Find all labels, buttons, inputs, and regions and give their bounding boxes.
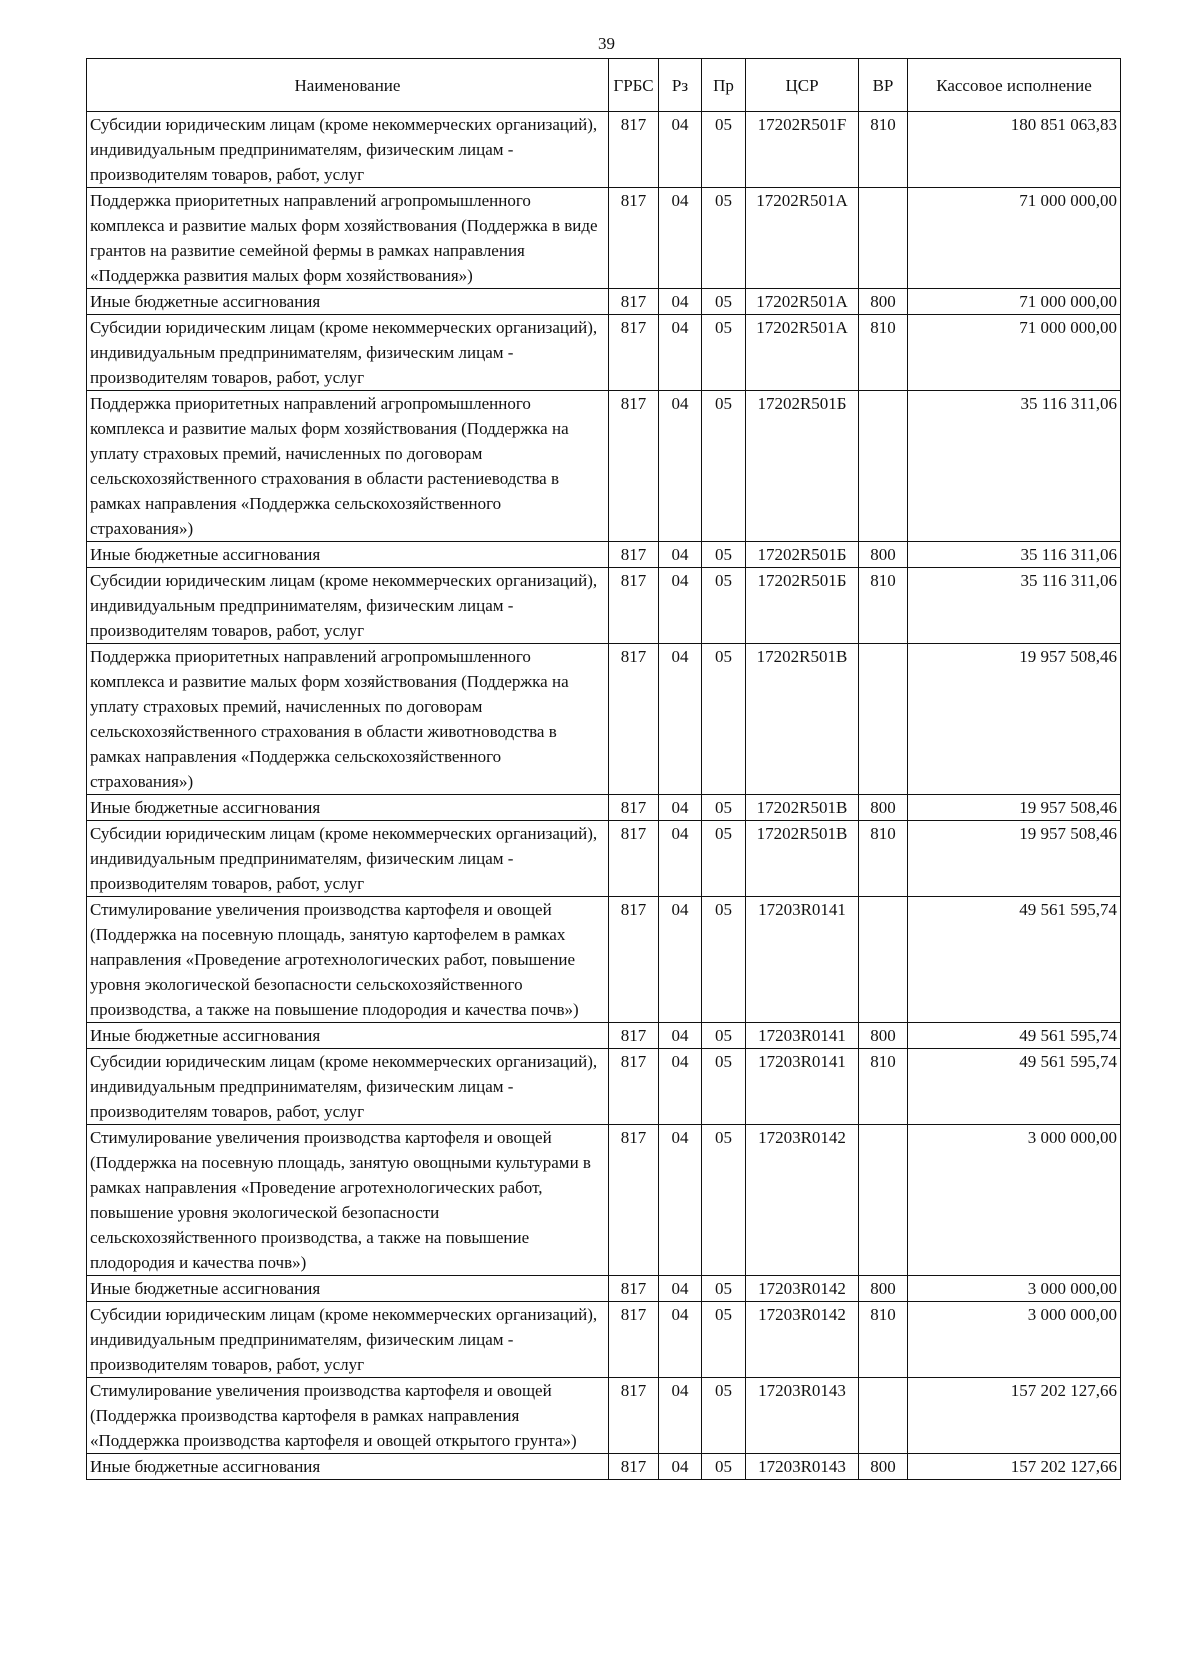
cell-csr: 17202R501В [746, 821, 859, 897]
cell-rz: 04 [659, 188, 702, 289]
cell-name: Поддержка приоритетных направлений агропромышленного комплекса и развитие малых форм хозяйствования (Поддержка в виде грантов на развитие семейной фермы в рамках направления «Поддержка развития малых форм хозяйствования») [87, 188, 609, 289]
cell-grbs: 817 [609, 1125, 659, 1276]
cell-pr: 05 [702, 1125, 746, 1276]
table-row [87, 289, 1121, 315]
cell-grbs: 817 [609, 1454, 659, 1480]
table-row [87, 542, 1121, 568]
cell-csr: 17202R501A [746, 188, 859, 289]
cell-vr [859, 391, 908, 542]
cell-grbs: 817 [609, 1049, 659, 1125]
cell-csr: 17202R501A [746, 315, 859, 391]
cell-name: Поддержка приоритетных направлений агропромышленного комплекса и развитие малых форм хозяйствования (Поддержка на уплату страховых премий, начисленных по договорам сельскохозяйственного страхования в области растениеводства в рамках направления «Поддержка сельскохозяйственного страхования») [87, 391, 609, 542]
cell-csr: 17203R0141 [746, 897, 859, 1023]
cell-amount: 19 957 508,46 [908, 644, 1121, 795]
cell-csr: 17202R501В [746, 644, 859, 795]
header-vr: ВР [859, 59, 908, 112]
cell-amount: 71 000 000,00 [908, 289, 1121, 315]
cell-vr: 800 [859, 1276, 908, 1302]
cell-vr [859, 188, 908, 289]
cell-csr: 17203R0141 [746, 1049, 859, 1125]
cell-pr: 05 [702, 1049, 746, 1125]
cell-csr: 17202R501В [746, 795, 859, 821]
cell-grbs: 817 [609, 1276, 659, 1302]
cell-csr: 17203R0143 [746, 1378, 859, 1454]
table-row [87, 1125, 1121, 1276]
cell-rz: 04 [659, 1454, 702, 1480]
header-pr: Пр [702, 59, 746, 112]
budget-table [86, 58, 1121, 1480]
cell-name: Субсидии юридическим лицам (кроме некоммерческих организаций), индивидуальным предпринимателям, физическим лицам - производителям товаров, работ, услуг [87, 568, 609, 644]
cell-rz: 04 [659, 289, 702, 315]
cell-csr: 17203R0142 [746, 1125, 859, 1276]
cell-amount: 3 000 000,00 [908, 1276, 1121, 1302]
cell-vr: 800 [859, 795, 908, 821]
cell-amount: 157 202 127,66 [908, 1378, 1121, 1454]
cell-grbs: 817 [609, 568, 659, 644]
cell-grbs: 817 [609, 188, 659, 289]
table-row [87, 1276, 1121, 1302]
cell-csr: 17202R501Б [746, 568, 859, 644]
cell-name: Стимулирование увеличения производства картофеля и овощей (Поддержка на посевную площадь, занятую картофелем в рамках направления «Проведение агротехнологических работ, повышение уровня экологической безопасности сельскохозяйственного производства, а также на повышение плодородия и качества почв») [87, 897, 609, 1023]
cell-amount: 35 116 311,06 [908, 391, 1121, 542]
cell-vr [859, 1378, 908, 1454]
cell-name: Субсидии юридическим лицам (кроме некоммерческих организаций), индивидуальным предпринимателям, физическим лицам - производителям товаров, работ, услуг [87, 315, 609, 391]
cell-amount: 49 561 595,74 [908, 897, 1121, 1023]
cell-amount: 180 851 063,83 [908, 112, 1121, 188]
cell-rz: 04 [659, 795, 702, 821]
cell-name: Иные бюджетные ассигнования [87, 1454, 609, 1480]
cell-rz: 04 [659, 1023, 702, 1049]
cell-rz: 04 [659, 1302, 702, 1378]
header-csr: ЦСР [746, 59, 859, 112]
cell-vr: 810 [859, 315, 908, 391]
cell-rz: 04 [659, 897, 702, 1023]
cell-grbs: 817 [609, 315, 659, 391]
cell-grbs: 817 [609, 391, 659, 542]
table-row [87, 821, 1121, 897]
cell-rz: 04 [659, 1276, 702, 1302]
table-row [87, 795, 1121, 821]
page-number: 39 [598, 34, 615, 53]
cell-name: Стимулирование увеличения производства картофеля и овощей (Поддержка производства картофеля в рамках направления «Поддержка производства картофеля и овощей открытого грунта») [87, 1378, 609, 1454]
cell-name: Стимулирование увеличения производства картофеля и овощей (Поддержка на посевную площадь, занятую овощными культурами в рамках направления «Проведение агротехнологических работ, повышение уровня экологической безопасности сельскохозяйственного производства, а также на повышение плодородия и качества почв») [87, 1125, 609, 1276]
cell-pr: 05 [702, 315, 746, 391]
cell-csr: 17202R501F [746, 112, 859, 188]
cell-name: Иные бюджетные ассигнования [87, 1276, 609, 1302]
cell-grbs: 817 [609, 1023, 659, 1049]
cell-pr: 05 [702, 1302, 746, 1378]
table-body [87, 112, 1121, 1480]
cell-pr: 05 [702, 795, 746, 821]
header-rz: Рз [659, 59, 702, 112]
cell-rz: 04 [659, 1378, 702, 1454]
cell-vr: 800 [859, 1023, 908, 1049]
cell-grbs: 817 [609, 795, 659, 821]
header-name: Наименование [87, 59, 609, 112]
cell-vr: 810 [859, 1049, 908, 1125]
cell-pr: 05 [702, 568, 746, 644]
cell-name: Иные бюджетные ассигнования [87, 1023, 609, 1049]
cell-csr: 17203R0141 [746, 1023, 859, 1049]
cell-csr: 17202R501A [746, 289, 859, 315]
cell-rz: 04 [659, 112, 702, 188]
cell-vr [859, 897, 908, 1023]
table-row [87, 1049, 1121, 1125]
cell-vr: 810 [859, 821, 908, 897]
cell-grbs: 817 [609, 112, 659, 188]
cell-grbs: 817 [609, 289, 659, 315]
table-row [87, 1454, 1121, 1480]
table-row [87, 112, 1121, 188]
cell-pr: 05 [702, 112, 746, 188]
cell-name: Иные бюджетные ассигнования [87, 289, 609, 315]
cell-vr: 810 [859, 1302, 908, 1378]
cell-name: Иные бюджетные ассигнования [87, 795, 609, 821]
cell-name: Субсидии юридическим лицам (кроме некоммерческих организаций), индивидуальным предпринимателям, физическим лицам - производителям товаров, работ, услуг [87, 1302, 609, 1378]
table-row [87, 897, 1121, 1023]
header-row [87, 59, 1121, 112]
cell-rz: 04 [659, 391, 702, 542]
header-amount: Кассовое исполнение [908, 59, 1121, 112]
table-row [87, 568, 1121, 644]
cell-amount: 49 561 595,74 [908, 1023, 1121, 1049]
table-row [87, 1302, 1121, 1378]
cell-grbs: 817 [609, 1302, 659, 1378]
cell-rz: 04 [659, 1125, 702, 1276]
cell-grbs: 817 [609, 644, 659, 795]
cell-vr: 810 [859, 568, 908, 644]
cell-pr: 05 [702, 1276, 746, 1302]
cell-rz: 04 [659, 542, 702, 568]
cell-pr: 05 [702, 188, 746, 289]
cell-rz: 04 [659, 821, 702, 897]
table-row [87, 391, 1121, 542]
cell-amount: 3 000 000,00 [908, 1125, 1121, 1276]
cell-amount: 35 116 311,06 [908, 542, 1121, 568]
cell-csr: 17202R501Б [746, 542, 859, 568]
cell-amount: 3 000 000,00 [908, 1302, 1121, 1378]
cell-name: Субсидии юридическим лицам (кроме некоммерческих организаций), индивидуальным предпринимателям, физическим лицам - производителям товаров, работ, услуг [87, 112, 609, 188]
cell-grbs: 817 [609, 897, 659, 1023]
cell-amount: 35 116 311,06 [908, 568, 1121, 644]
cell-csr: 17203R0142 [746, 1276, 859, 1302]
cell-csr: 17203R0142 [746, 1302, 859, 1378]
cell-pr: 05 [702, 1378, 746, 1454]
cell-pr: 05 [702, 644, 746, 795]
cell-csr: 17203R0143 [746, 1454, 859, 1480]
cell-amount: 71 000 000,00 [908, 188, 1121, 289]
cell-rz: 04 [659, 568, 702, 644]
cell-grbs: 817 [609, 542, 659, 568]
cell-pr: 05 [702, 289, 746, 315]
cell-name: Поддержка приоритетных направлений агропромышленного комплекса и развитие малых форм хозяйствования (Поддержка на уплату страховых премий, начисленных по договорам сельскохозяйственного страхования в области животноводства в рамках направления «Поддержка сельскохозяйственного страхования») [87, 644, 609, 795]
cell-pr: 05 [702, 542, 746, 568]
cell-pr: 05 [702, 391, 746, 542]
cell-grbs: 817 [609, 821, 659, 897]
table-row [87, 1023, 1121, 1049]
cell-vr: 800 [859, 289, 908, 315]
cell-grbs: 817 [609, 1378, 659, 1454]
cell-amount: 19 957 508,46 [908, 795, 1121, 821]
cell-rz: 04 [659, 644, 702, 795]
cell-rz: 04 [659, 1049, 702, 1125]
cell-amount: 157 202 127,66 [908, 1454, 1121, 1480]
header-grbs: ГРБС [609, 59, 659, 112]
cell-amount: 71 000 000,00 [908, 315, 1121, 391]
table-row [87, 315, 1121, 391]
cell-vr: 800 [859, 1454, 908, 1480]
cell-name: Иные бюджетные ассигнования [87, 542, 609, 568]
table-row [87, 188, 1121, 289]
cell-pr: 05 [702, 1023, 746, 1049]
cell-amount: 19 957 508,46 [908, 821, 1121, 897]
cell-vr: 800 [859, 542, 908, 568]
cell-vr [859, 644, 908, 795]
cell-pr: 05 [702, 897, 746, 1023]
cell-vr [859, 1125, 908, 1276]
cell-amount: 49 561 595,74 [908, 1049, 1121, 1125]
table-row [87, 1378, 1121, 1454]
cell-vr: 810 [859, 112, 908, 188]
cell-pr: 05 [702, 821, 746, 897]
cell-pr: 05 [702, 1454, 746, 1480]
cell-name: Субсидии юридическим лицам (кроме некоммерческих организаций), индивидуальным предпринимателям, физическим лицам - производителям товаров, работ, услуг [87, 1049, 609, 1125]
table-row [87, 644, 1121, 795]
cell-rz: 04 [659, 315, 702, 391]
cell-csr: 17202R501Б [746, 391, 859, 542]
cell-name: Субсидии юридическим лицам (кроме некоммерческих организаций), индивидуальным предпринимателям, физическим лицам - производителям товаров, работ, услуг [87, 821, 609, 897]
